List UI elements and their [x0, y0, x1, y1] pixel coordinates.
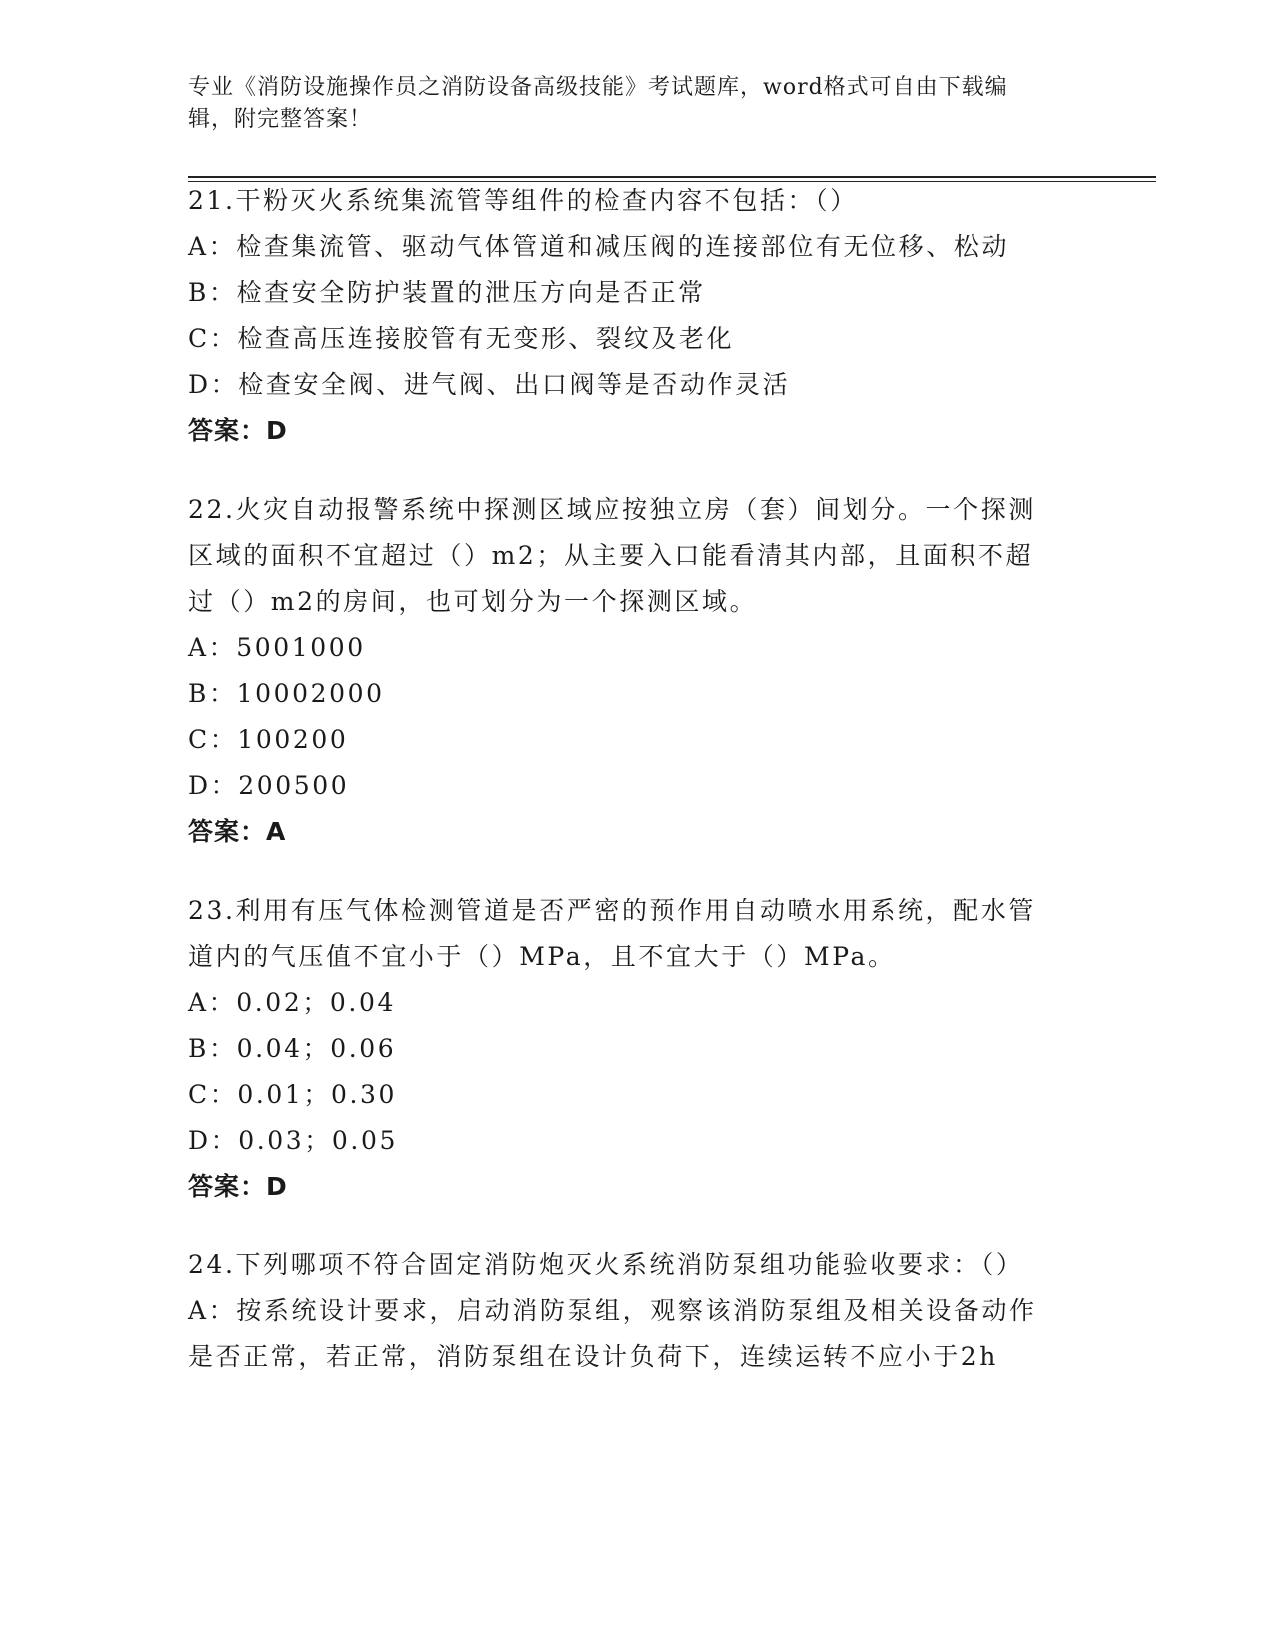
question-stem: 21.干粉灭火系统集流管等组件的检查内容不包括：（） [188, 186, 858, 215]
option-a: A：检查集流管、驱动气体管道和减压阀的连接部位有无位移、松动 [188, 232, 1010, 261]
option-a-continued: 是否正常，若正常，消防泵组在设计负荷下，连续运转不应小于2h [188, 1342, 999, 1371]
option-d: D：检查安全阀、进气阀、出口阀等是否动作灵活 [188, 370, 791, 399]
document-header [188, 72, 1068, 136]
option-c: C：0.01；0.30 [188, 1080, 398, 1109]
question-stem: 22.火灾自动报警系统中探测区域应按独立房（套）间划分。一个探测 [188, 495, 1036, 524]
option-b: B：0.04；0.06 [188, 1034, 397, 1063]
question-stem: 道内的气压值不宜小于（）MPa，且不宜大于（）MPa。 [188, 942, 896, 971]
header-line-2: 辑，附完整答案！ [188, 107, 373, 132]
question-stem: 区域的面积不宜超过（）m2；从主要入口能看清其内部，且面积不超 [188, 541, 1034, 570]
option-d: D：0.03；0.05 [188, 1126, 398, 1155]
answer: 答案：D [188, 416, 288, 445]
option-b: B：10002000 [188, 679, 385, 708]
question-23 [188, 888, 1088, 1210]
answer: 答案：A [188, 817, 287, 846]
option-c: C：检查高压连接胶管有无变形、裂纹及老化 [188, 324, 735, 353]
option-d: D：200500 [188, 771, 350, 800]
question-22 [188, 487, 1088, 855]
option-b: B：检查安全防护装置的泄压方向是否正常 [188, 278, 706, 307]
option-a: A：5001000 [188, 633, 366, 662]
option-a: A：0.02；0.04 [188, 988, 396, 1017]
option-c: C：100200 [188, 725, 349, 754]
question-stem: 23.利用有压气体检测管道是否严密的预作用自动喷水用系统，配水管 [188, 896, 1036, 925]
header-line-1: 专业《消防设施操作员之消防设备高级技能》考试题库，word格式可自由下载编 [188, 75, 1008, 100]
question-stem: 过（）m2的房间，也可划分为一个探测区域。 [188, 587, 758, 616]
answer: 答案：D [188, 1172, 288, 1201]
question-24 [188, 1242, 1088, 1380]
option-a: A：按系统设计要求，启动消防泵组，观察该消防泵组及相关设备动作 [188, 1296, 1037, 1325]
question-stem: 24.下列哪项不符合固定消防炮灭火系统消防泵组功能验收要求：（） [188, 1250, 1024, 1279]
question-21 [188, 178, 1088, 454]
